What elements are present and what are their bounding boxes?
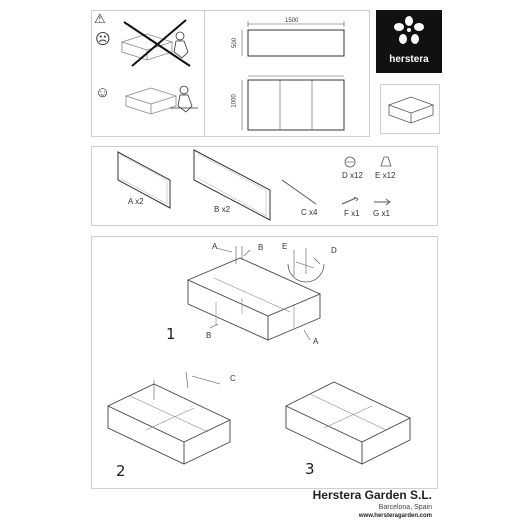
part-g-code: G <box>373 209 380 218</box>
sad-face-icon: ☹ <box>95 31 111 48</box>
warning-icon: ⚠ <box>94 11 106 26</box>
part-c-label <box>301 208 317 217</box>
part-f-drawing <box>340 196 360 206</box>
step1-detail-circle <box>284 244 328 284</box>
part-e-code: E <box>375 171 381 180</box>
part-f-label <box>344 209 360 218</box>
part-b-code: B <box>214 205 220 214</box>
part-g-label <box>373 209 390 218</box>
part-g-drawing <box>372 196 392 206</box>
part-d-label <box>342 171 363 180</box>
step3-drawing <box>280 370 420 480</box>
part-c-qty: x4 <box>309 208 318 217</box>
part-f-code: F <box>344 209 349 218</box>
part-c-drawing <box>280 178 320 208</box>
part-d-code: D <box>342 171 348 180</box>
part-b-label <box>214 205 230 214</box>
header-divider <box>204 10 205 137</box>
company-name: Herstera Garden S.L. <box>312 488 432 502</box>
part-e-label <box>375 171 395 180</box>
brand-logo <box>376 10 442 73</box>
step1-label-b-top: B <box>258 243 264 252</box>
product-thumbnail <box>380 84 440 134</box>
plan-500-drawing <box>226 18 346 58</box>
step1-label-b-bottom: B <box>206 331 212 340</box>
step3-number: 3 <box>305 460 315 478</box>
company-city: Barcelona, Spain <box>378 504 432 511</box>
happy-face-icon: ☺ <box>95 84 111 101</box>
part-b-qty: x2 <box>221 205 231 214</box>
company-website[interactable]: www.hersteragarden.com <box>358 513 432 519</box>
dim-1000-label: 1000 <box>231 94 238 108</box>
part-b-drawing <box>190 148 274 224</box>
step1-label-a-bottom: A <box>313 337 319 346</box>
step1-label-a-top: A <box>212 242 218 251</box>
dim-1500-label: 1500 <box>285 18 299 24</box>
part-e-qty: x12 <box>382 171 396 180</box>
planter-thumbnail <box>385 91 437 129</box>
part-a-code: A <box>128 197 133 206</box>
dim-500-label: 500 <box>232 37 239 49</box>
step1-label-d: D <box>331 246 337 255</box>
part-d-drawing <box>342 156 358 168</box>
brand-name: herstera <box>389 54 429 65</box>
part-d-qty: x12 <box>350 171 363 180</box>
part-f-qty: x1 <box>351 209 360 218</box>
flower-icon <box>393 16 425 46</box>
step1-number: 1 <box>166 325 176 343</box>
step2-number: 2 <box>116 462 126 480</box>
part-a-drawing <box>114 150 174 210</box>
part-e-drawing <box>378 154 394 168</box>
part-a-qty: x2 <box>135 197 144 206</box>
part-c-code: C <box>301 208 307 217</box>
wrong-assembly-illustration <box>112 14 202 69</box>
step2-label-c: C <box>230 374 236 383</box>
part-a-label <box>128 197 144 206</box>
step1-label-e: E <box>282 242 288 251</box>
right-assembly-illustration <box>118 78 203 123</box>
part-g-qty: x1 <box>381 209 390 218</box>
plan-1000-drawing <box>226 72 346 132</box>
